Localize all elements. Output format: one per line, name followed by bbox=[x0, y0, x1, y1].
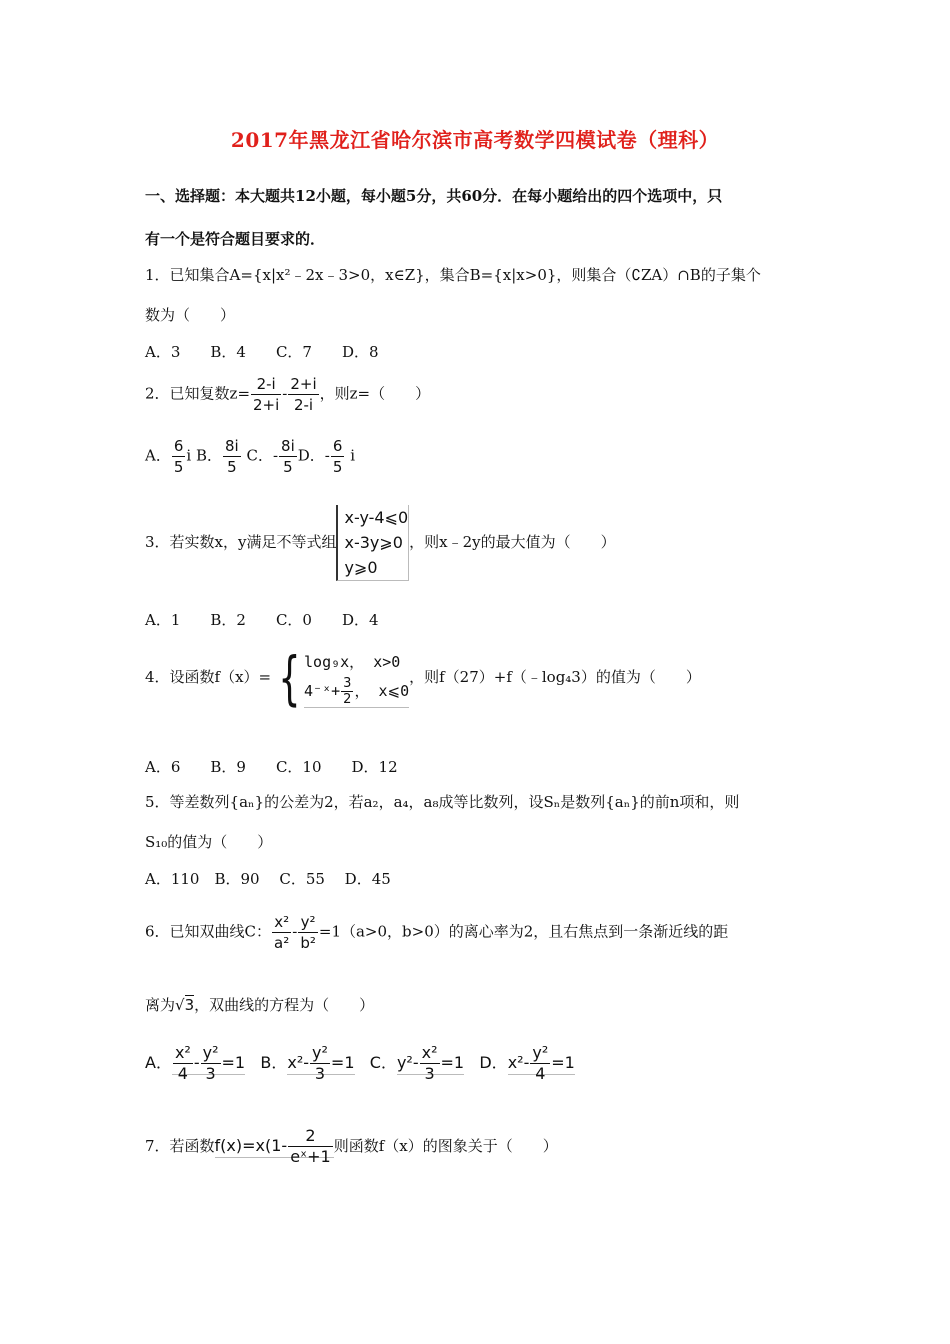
question-4-options: A．6 B．9 C．10 D．12 bbox=[145, 758, 398, 776]
question-3-options: A．1 B．2 C．0 D．4 bbox=[145, 611, 379, 629]
question-2-prefix: 2．已知复数z= bbox=[145, 384, 251, 403]
piecewise-function: log₉x， x>0 4⁻ˣ+ $\frac{3}{2}$ ， x⩽0 bbox=[304, 648, 409, 708]
fraction: $\frac{2-i}{2+i}$ bbox=[253, 375, 280, 414]
question-2-suffix: ，则z=（ ） bbox=[319, 384, 431, 403]
sqrt-symbol: √3 bbox=[175, 996, 195, 1014]
question-3: 3．若实数x，y满足不等式组 x-y-4⩽0 x-3y⩾0 y⩾0 ，则x﹣2y的最大值为（ ） bbox=[145, 505, 616, 581]
question-5-line1: 5．等差数列{aₙ}的公差为2，若a₂，a₄，a₈成等比数列，设Sₙ是数列{aₙ}的前n项和，则 bbox=[145, 793, 740, 811]
section-heading-line2: 有一个是符合题目要求的． bbox=[145, 230, 326, 248]
section-heading-line1: 一、选择题：本大题共12小题，每小题5分，共60分．在每小题给出的四个选项中，只 bbox=[145, 187, 723, 205]
question-6-line1: 6．已知双曲线C： $\frac{\text{x²}}{\text{a²}}$ - $\frac{\text{y²}}{\text{b²}}$ =1（a>0，b>0）的离心率为2，且右焦点到一条渐近线的距 bbox=[145, 913, 729, 952]
page-title: 2017年黑龙江省哈尔滨市高考数学四模试卷（理科） bbox=[230, 128, 720, 152]
question-2-options: A． $\frac{6}{5}$ i B． $\frac{8i}{5}$ C．- $\frac{8i}{5}$ D．- $\frac{6}{5}$ i bbox=[145, 437, 355, 476]
question-6-line2: 离为√3，双曲线的方程为（ ） bbox=[145, 996, 375, 1014]
question-7: 7．若函数f(x)=x(1- $\frac{2}{\text{eˣ+1}}$ 则函数f（x）的图象关于（ ） bbox=[145, 1126, 558, 1166]
question-1-line1: 1．已知集合A={x|x²﹣2x﹣3>0，x∈Z}，集合B={x|x>0}，则集合（∁ZA）∩B的子集个 bbox=[145, 266, 761, 284]
question-5-line2: S₁₀的值为（ ） bbox=[145, 833, 273, 851]
question-2: 2．已知复数z= $\frac{2-i}{2+i}$ - $\frac{2+i}{2-i}$ ，则z=（ ） bbox=[145, 375, 431, 414]
question-6-options: A． $\frac{\text{x²}}{4}$ - $\frac{\text{y²}}{3}$ =1 B．x²- $\frac{\text{y²}}{3}$ =1 C．y²- $\frac{\text{x²}}{3}$ =1 D．x²- $\frac{\text{y²}}{4}$ =1 bbox=[145, 1043, 575, 1083]
question-1-options: A．3 B．4 C．7 D．8 bbox=[145, 343, 379, 361]
question-1-line2: 数为（ ） bbox=[145, 306, 236, 324]
question-4: 4．设函数f（x）= { log₉x， x>0 4⁻ˣ+ $\frac{3}{2}$ ， x⩽0 ，则f（27）+f（﹣log₄3）的值为（ ） bbox=[145, 644, 701, 712]
inequality-system: x-y-4⩽0 x-3y⩾0 y⩾0 bbox=[336, 505, 409, 581]
question-5-options: A．110 B．90 C．55 D．45 bbox=[145, 870, 391, 888]
fraction: $\frac{2+i}{2-i}$ bbox=[290, 375, 317, 414]
